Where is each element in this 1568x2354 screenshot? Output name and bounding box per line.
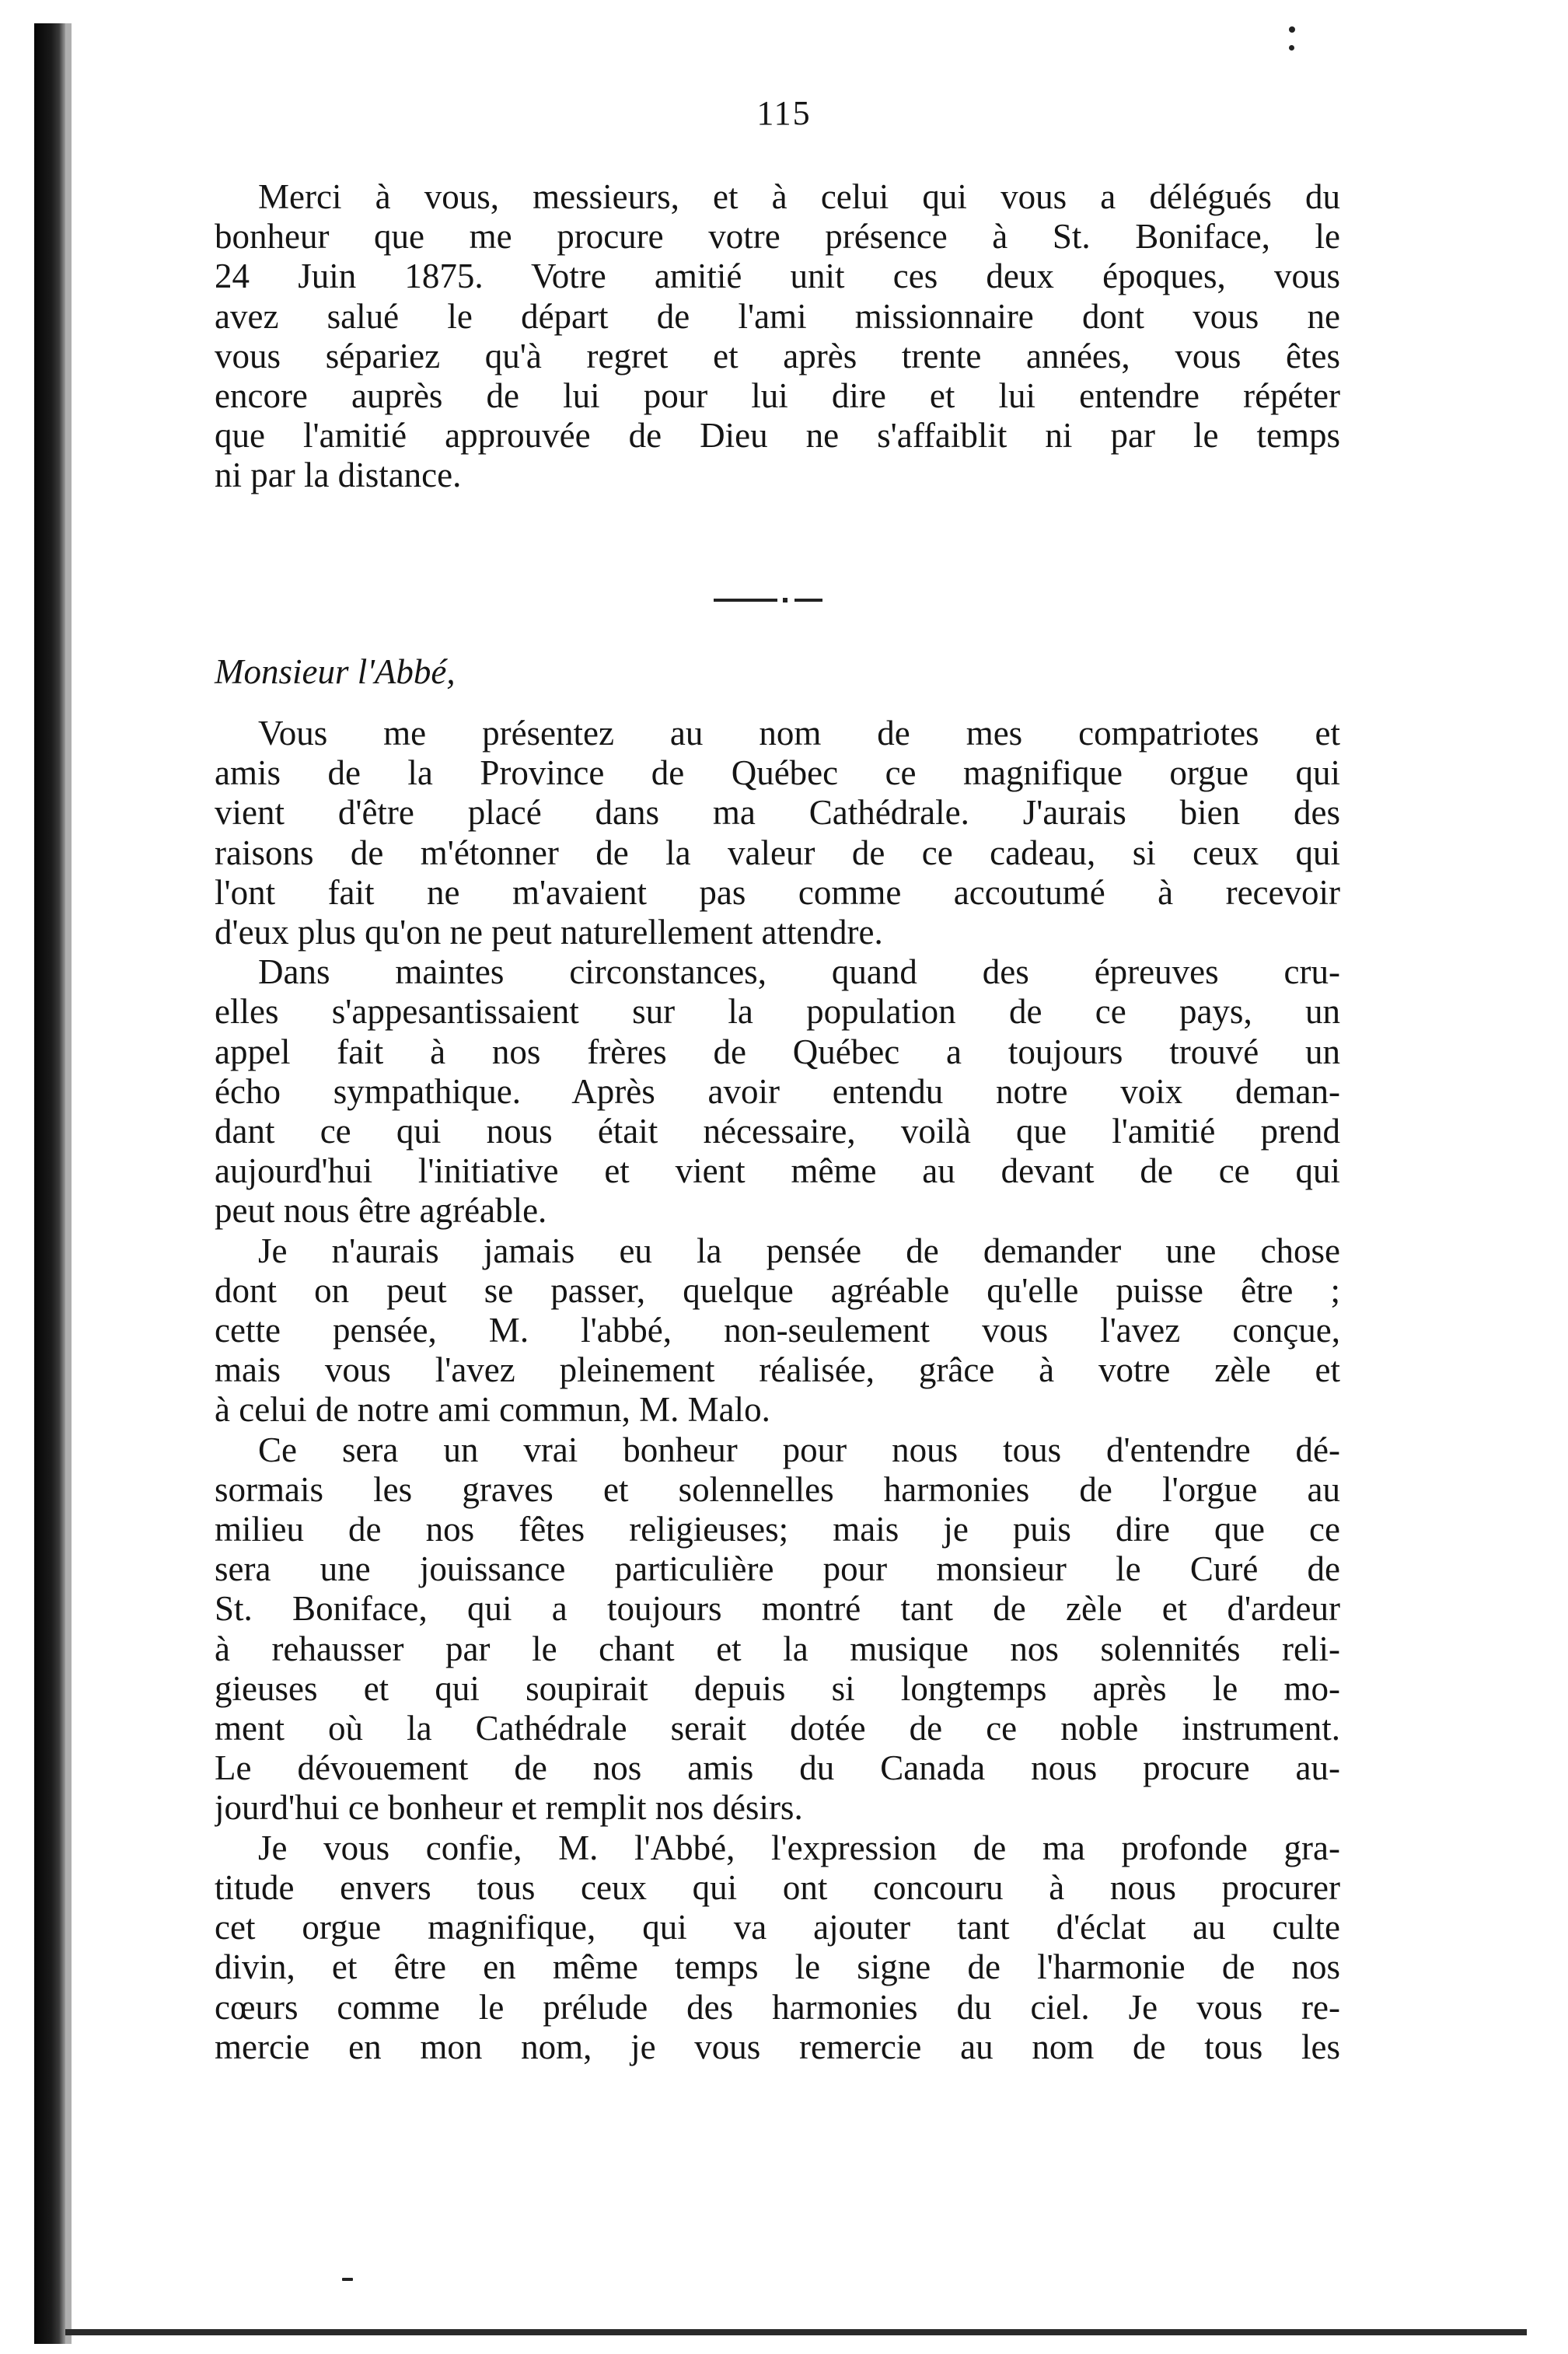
text-line: vient d'être placé dans ma Cathédrale. J'aurais bien des [215,793,1340,833]
text-line: gieuses et qui soupirait depuis si longtemps après le mo- [215,1668,1340,1708]
text-line: Je n'aurais jamais eu la pensée de demander une chose [258,1231,1340,1270]
text-line: l'ont fait ne m'avaient pas comme accoutumé à recevoir [215,872,1340,912]
text-line: St. Boniface, qui a toujours montré tant de zèle et d'ardeur [215,1589,1340,1629]
letter-body [215,714,1340,2067]
text-line: jourd'hui ce bonheur et remplit nos désirs. [215,1788,803,1828]
text-line: amis de la Province de Québec ce magnifique orgue qui [215,753,1340,793]
text-line: Ce sera un vrai bonheur pour nous tous d'entendre dé- [258,1430,1340,1469]
text-line: Merci à vous, messieurs, et à celui qui vous a délégués du [258,177,1340,216]
text-line: Je vous confie, M. l'Abbé, l'expression de ma profonde gra- [258,1828,1340,1867]
text-line: 24 Juin 1875. Votre amitié unit ces deux époques, vous [215,257,1340,296]
salutation: Monsieur l'Abbé, [215,652,456,691]
text-line: avez salué le départ de l'ami missionnaire dont vous ne [215,296,1340,336]
text-line: encore auprès de lui pour lui dire et lui entendre répéter [215,376,1340,416]
text-line: écho sympathique. Après avoir entendu notre voix deman- [215,1071,1340,1111]
text-line: peut nous être agréable. [215,1191,547,1231]
text-line: ment où la Cathédrale serait dotée de ce noble instrument. [215,1709,1340,1748]
paragraph-closing-remarks [215,177,1340,496]
text-line: raisons de m'étonner de la valeur de ce cadeau, si ceux qui [215,833,1340,872]
text-line: cette pensée, M. l'abbé, non-seulement vous l'avez conçue, [215,1311,1340,1350]
bottom-page-edge [65,2329,1527,2335]
text-line: que l'amitié approuvée de Dieu ne s'affaiblit ni par le temps [215,416,1340,456]
binding-shadow [65,23,72,2344]
text-line: d'eux plus qu'on ne peut naturellement attendre. [215,913,883,952]
text-line: bonheur que me procure votre présence à St. Boniface, le [215,217,1340,257]
text-line: divin, et être en même temps le signe de l'harmonie de nos [215,1947,1340,1987]
text-line: dant ce qui nous était nécessaire, voilà que l'amitié prend [215,1112,1340,1151]
text-line: mercie en mon nom, je vous remercie au nom de tous les [215,2027,1340,2066]
text-line: sormais les graves et solennelles harmonies de l'orgue au [215,1469,1340,1509]
text-line: elles s'appesantissaient sur la population de ce pays, un [215,992,1340,1032]
ink-speck [342,2278,353,2281]
text-line: à rehausser par le chant et la musique nos solennités reli- [215,1629,1340,1668]
page-number: 115 [756,94,812,132]
text-line: aujourd'hui l'initiative et vient même au devant de ce qui [215,1151,1340,1191]
text-line: appel fait à nos frères de Québec a toujours trouvé un [215,1032,1340,1071]
text-line: Le dévouement de nos amis du Canada nous procure au- [215,1748,1340,1788]
text-line: cet orgue magnifique, qui va ajouter tant d'éclat au culte [215,1908,1340,1947]
text-line: cœurs comme le prélude des harmonies du ciel. Je vous re- [215,1987,1340,2027]
text-line: ni par la distance. [215,456,462,495]
ink-speck [1289,26,1295,33]
text-line: Vous me présentez au nom de mes compatriotes et [258,714,1340,753]
binding-edge [34,23,65,2344]
ink-speck [1289,45,1294,51]
text-line: sera une jouissance particulière pour monsieur le Curé de [215,1549,1340,1589]
text-line: mais vous l'avez pleinement réalisée, grâce à votre zèle et [215,1350,1340,1390]
text-line: Dans maintes circonstances, quand des épreuves cru- [258,952,1340,992]
section-separator [714,585,830,616]
text-line: milieu de nos fêtes religieuses; mais je puis dire que ce [215,1510,1340,1549]
text-line: à celui de notre ami commun, M. Malo. [215,1390,770,1430]
text-line: titude envers tous ceux qui ont concouru à nous procurer [215,1867,1340,1907]
text-line: dont on peut se passer, quelque agréable qu'elle puisse être ; [215,1270,1340,1310]
text-line: vous sépariez qu'à regret et après trente années, vous êtes [215,336,1340,375]
